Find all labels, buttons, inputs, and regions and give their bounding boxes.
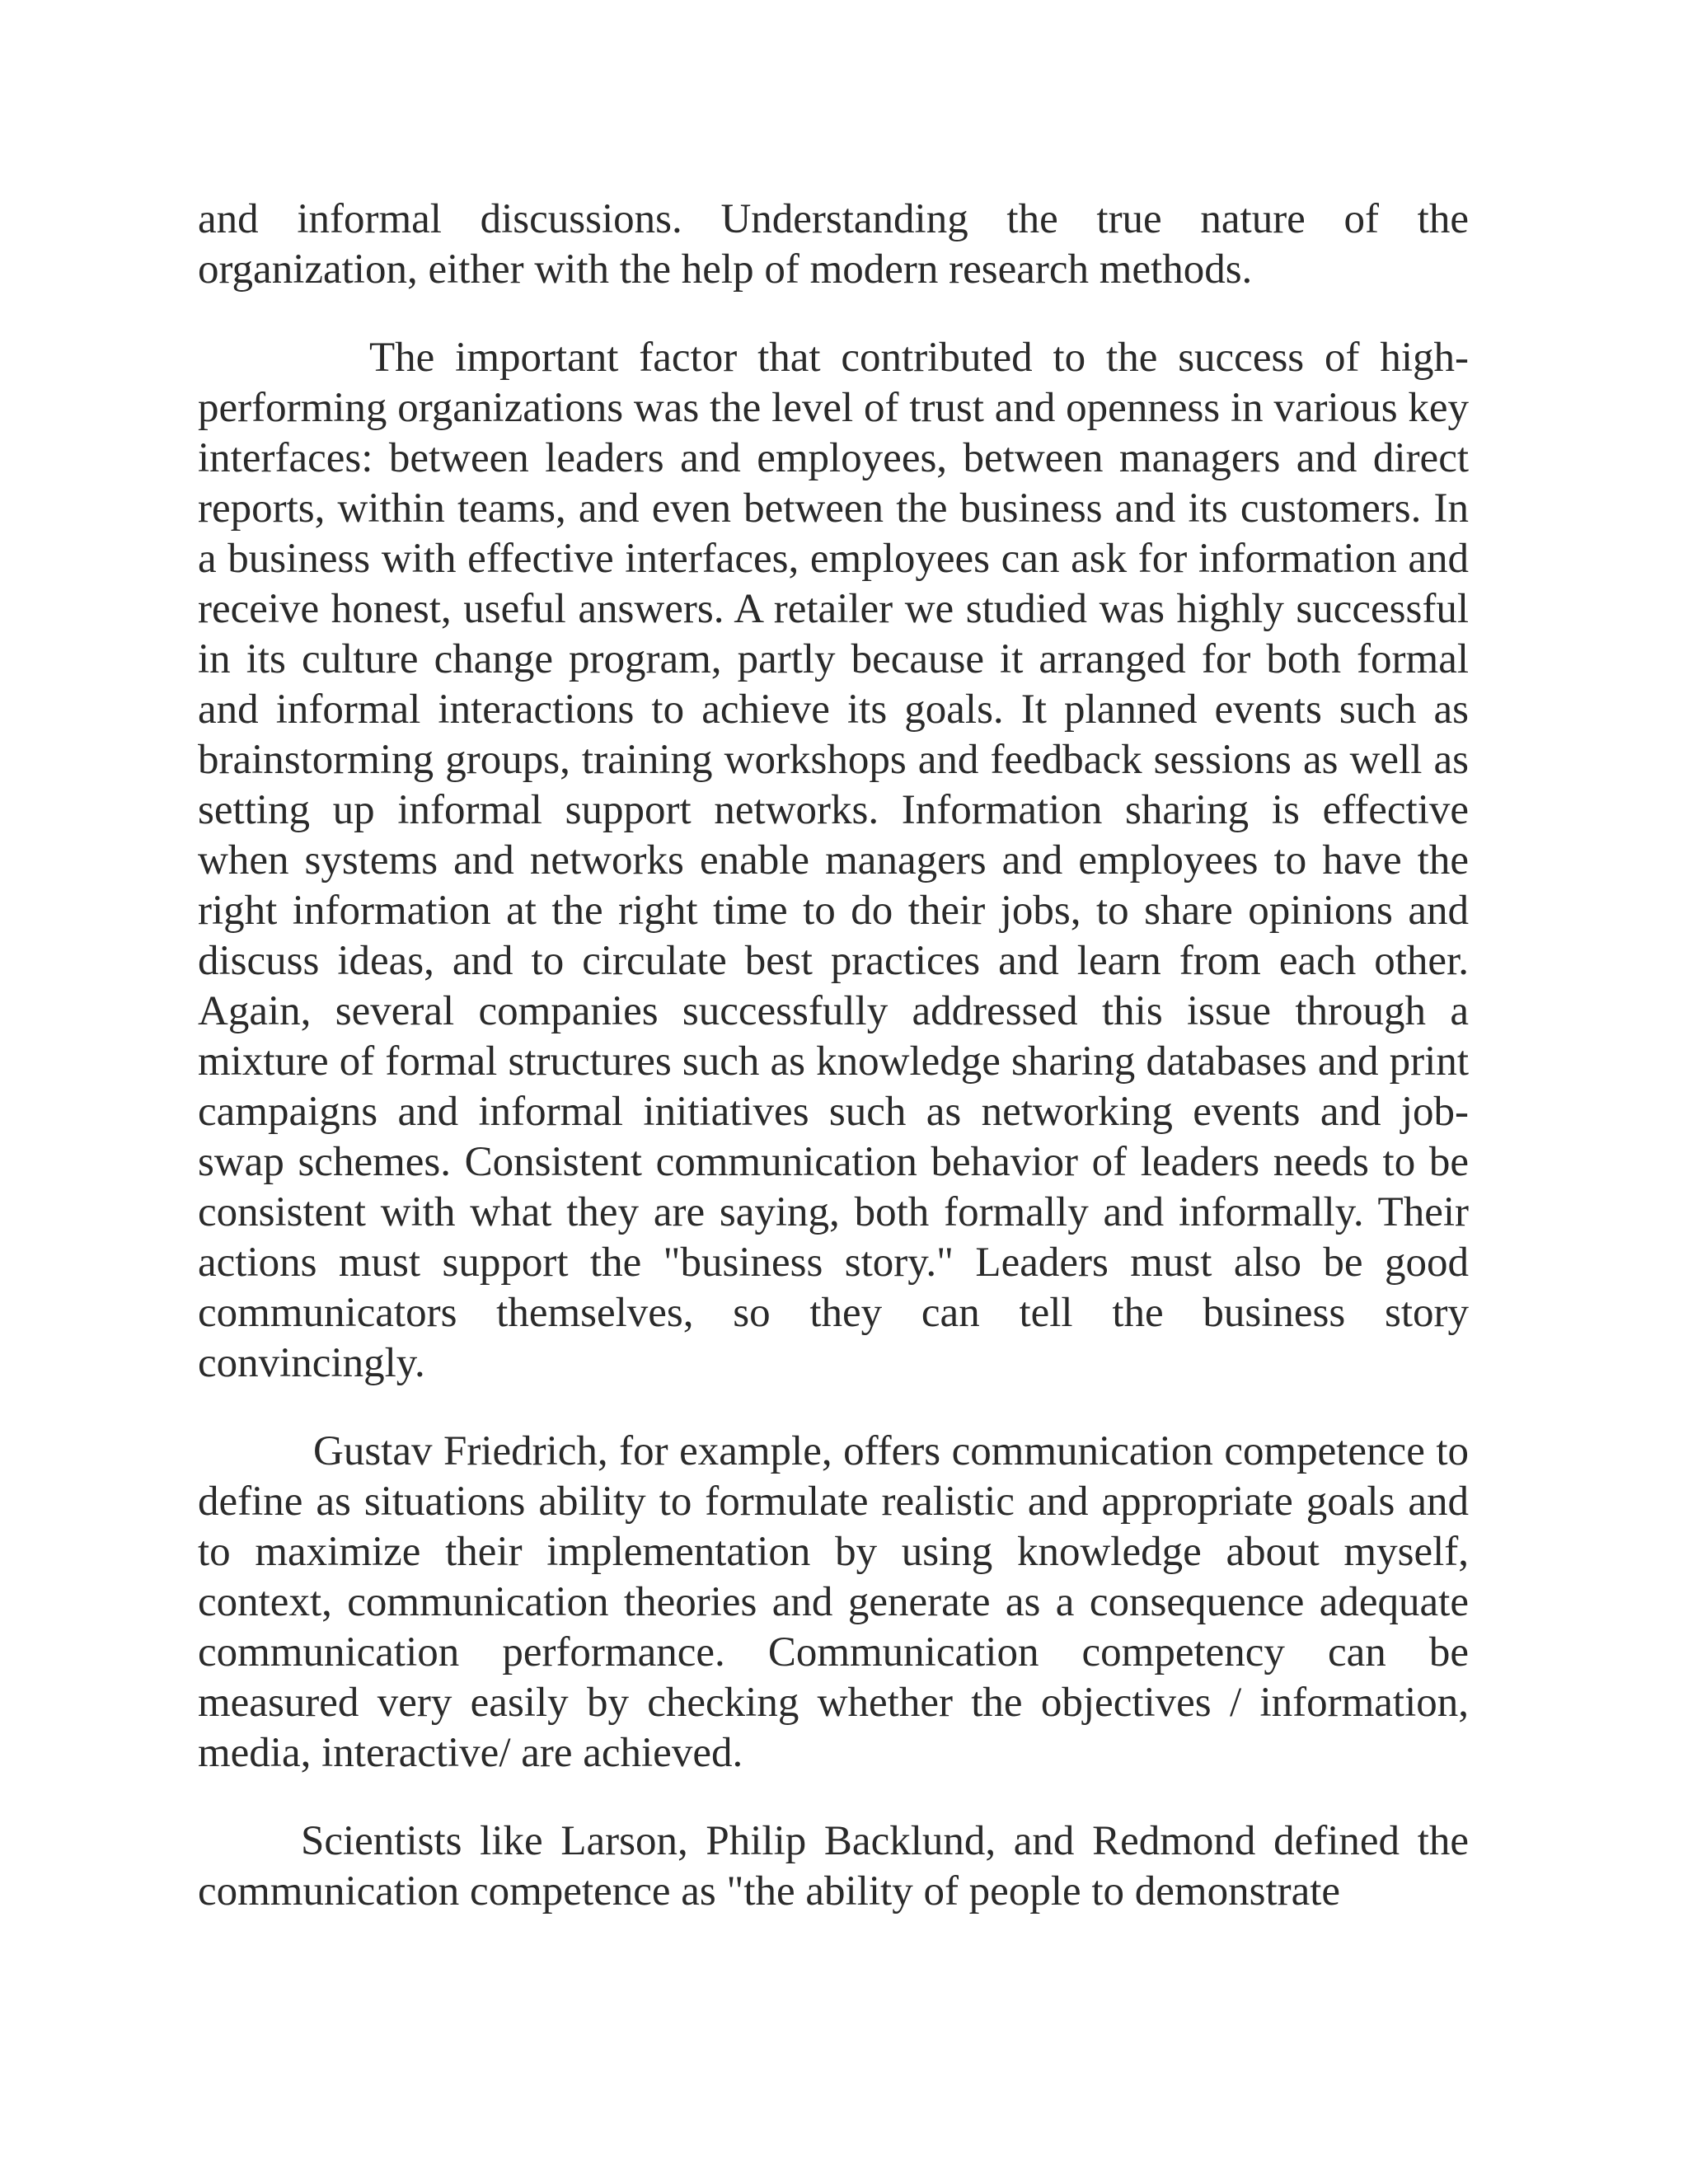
- paragraph-gustav-friedrich: Gustav Friedrich, for example, offers communication competence to define as situations ability to formulate realistic and appropriate goals and to maximize their implementation by using knowledge about myself, context, communication theories and generate as a consequence adequate communication performance. Communication competency can be measured very easily by checking whether the objectives / information, media, interactive/ are achieved.: [198, 1428, 1469, 1776]
- paragraph-trust-openness: The important factor that contributed to the success of high-performing organizations was the level of trust and openness in various key interfaces: between leaders and employees, between managers and direct reports, within teams, and even between the business and its customers. In a business with effective interfaces, employees can ask for information and receive honest, useful answers. A retailer we studied was highly successful in its culture change program, partly because it arranged for both formal and informal interactions to achieve its goals. It planned events such as brainstorming groups, training workshops and feedback sessions as well as setting up informal support networks. Information sharing is effective when systems and networks enable managers and employees to have the right information at the right time to do their jobs, to share opinions and discuss ideas, and to circulate best practices and learn from each other. Again, several companies successfully addressed this issue through a mixture of formal structures such as knowledge sharing databases and print campaigns and informal initiatives such as networking events and job-swap schemes. Consistent communication behavior of leaders needs to be consistent with what they are saying, both formally and informally. Their actions must support the "business story." Leaders must also be good communicators themselves, so they can tell the business story convincingly.: [198, 335, 1469, 1386]
- paragraph-continuation: and informal discussions. Understanding the true nature of the organization, either with the help of modern research methods.: [198, 196, 1469, 293]
- body-text: [198, 194, 1469, 1917]
- paragraph-larson-backlund: Scientists like Larson, Philip Backlund, and Redmond defined the communication competence as "the ability of people to demonstrate: [198, 1818, 1469, 1915]
